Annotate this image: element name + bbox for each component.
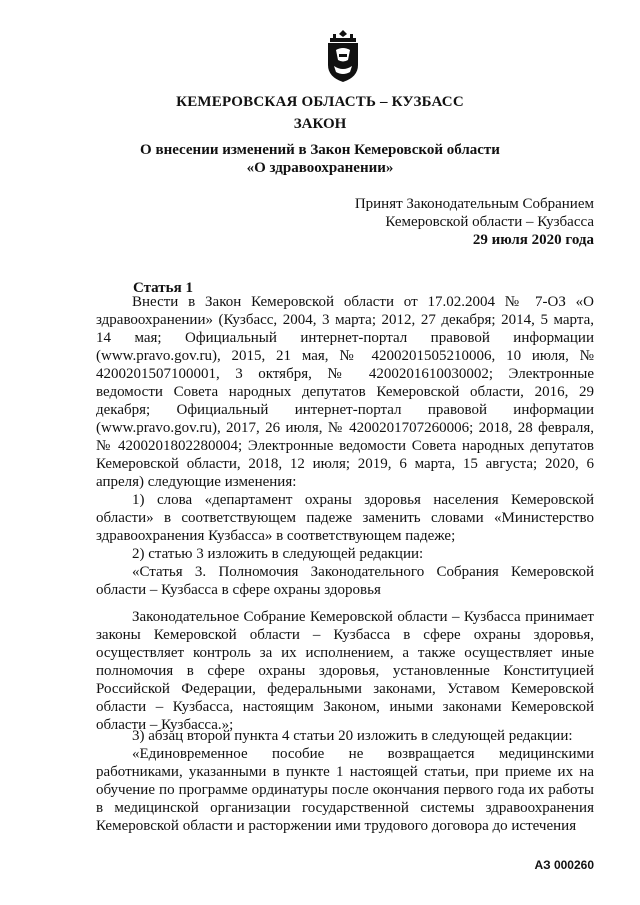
article-heading: Статья 1 (133, 280, 193, 296)
law-title-line1: О внесении изменений в Закон Кемеровской области (140, 142, 500, 158)
region-title: КЕМЕРОВСКАЯ ОБЛАСТЬ – КУЗБАСС (176, 94, 464, 110)
amendment-item-1: 1) слова «департамент охраны здоровья населения Кемеровской области» в соответствующем падеже заменить словами «Министерство здравоохранения Кузбасса» в соответствующем падеже; (96, 492, 594, 544)
amendment-item-2: 2) статью 3 изложить в следующей редакции: (132, 546, 424, 562)
coat-of-arms-emblem (322, 28, 364, 84)
amendment-item-3-quote: «Единовременное пособие не возвращается медицинскими работниками, указанными в пункте 1 настоящей статьи, при приеме их на обучение по программе ординатуры после окончания первого года их работы в медицинской организации государственной системы здравоохранения Кемеровской области и расторжении ими трудового договора до истечения (96, 746, 594, 834)
document-serial-code: АЗ 000260 (534, 858, 594, 872)
document-type: ЗАКОН (293, 116, 347, 132)
article-intro-paragraph: Внести в Закон Кемеровской области от 17.02.2004 № 7-ОЗ «О здравоохранении» (Кузбасс, 2004, 3 марта; 2012, 27 декабря; 2014, 5 марта, 14 мая; Официальный интернет-портал правовой информации (www.pravo.gov.ru), 2015, 21 мая, № 4200201505210006, 10 июля, № 4200201507100001, 3 октября, № 4200201610030002; Электронные ведомости Совета народных депутатов Кемеровской области, 2016, 29 декабря; Официальный интернет-портал правовой информации (www.pravo.gov.ru), 2017, 26 июля, № 4200201707260006; 2018, 28 февраля, № 4200201802280004; Электронные ведомости Совета народных депутатов Кемеровской области, 2018, 12 июля; 2019, 6 марта, 15 августа; 2020, 6 апреля) следующие изменения: (96, 294, 594, 490)
amendment-item-2-body: Законодательное Собрание Кемеровской области – Кузбасса принимает законы Кемеровской области – Кузбасса в сфере охраны здоровья, осуществляет контроль за их исполнением, а также осуществляет иные полномочия в сфере охраны здоровья, установленные Конституцией Российской Федерации, федеральными законами, Уставом Кемеровской области – Кузбасса, настоящим Законом, иными законами Кемеровской области – Кузбасса.»; (96, 609, 594, 733)
amendment-item-3: 3) абзац второй пункта 4 статьи 20 изложить в следующей редакции: (132, 728, 573, 744)
amendment-item-2-quote: «Статья 3. Полномочия Законодательного Собрания Кемеровской области – Кузбасса в сфере охраны здоровья (96, 564, 594, 598)
adoption-line2: Кемеровской области – Кузбасса (385, 214, 594, 230)
adoption-line1: Принят Законодательным Собранием (354, 196, 594, 212)
law-title-line2: «О здравоохранении» (246, 160, 394, 176)
adoption-date: 29 июля 2020 года (472, 232, 594, 248)
